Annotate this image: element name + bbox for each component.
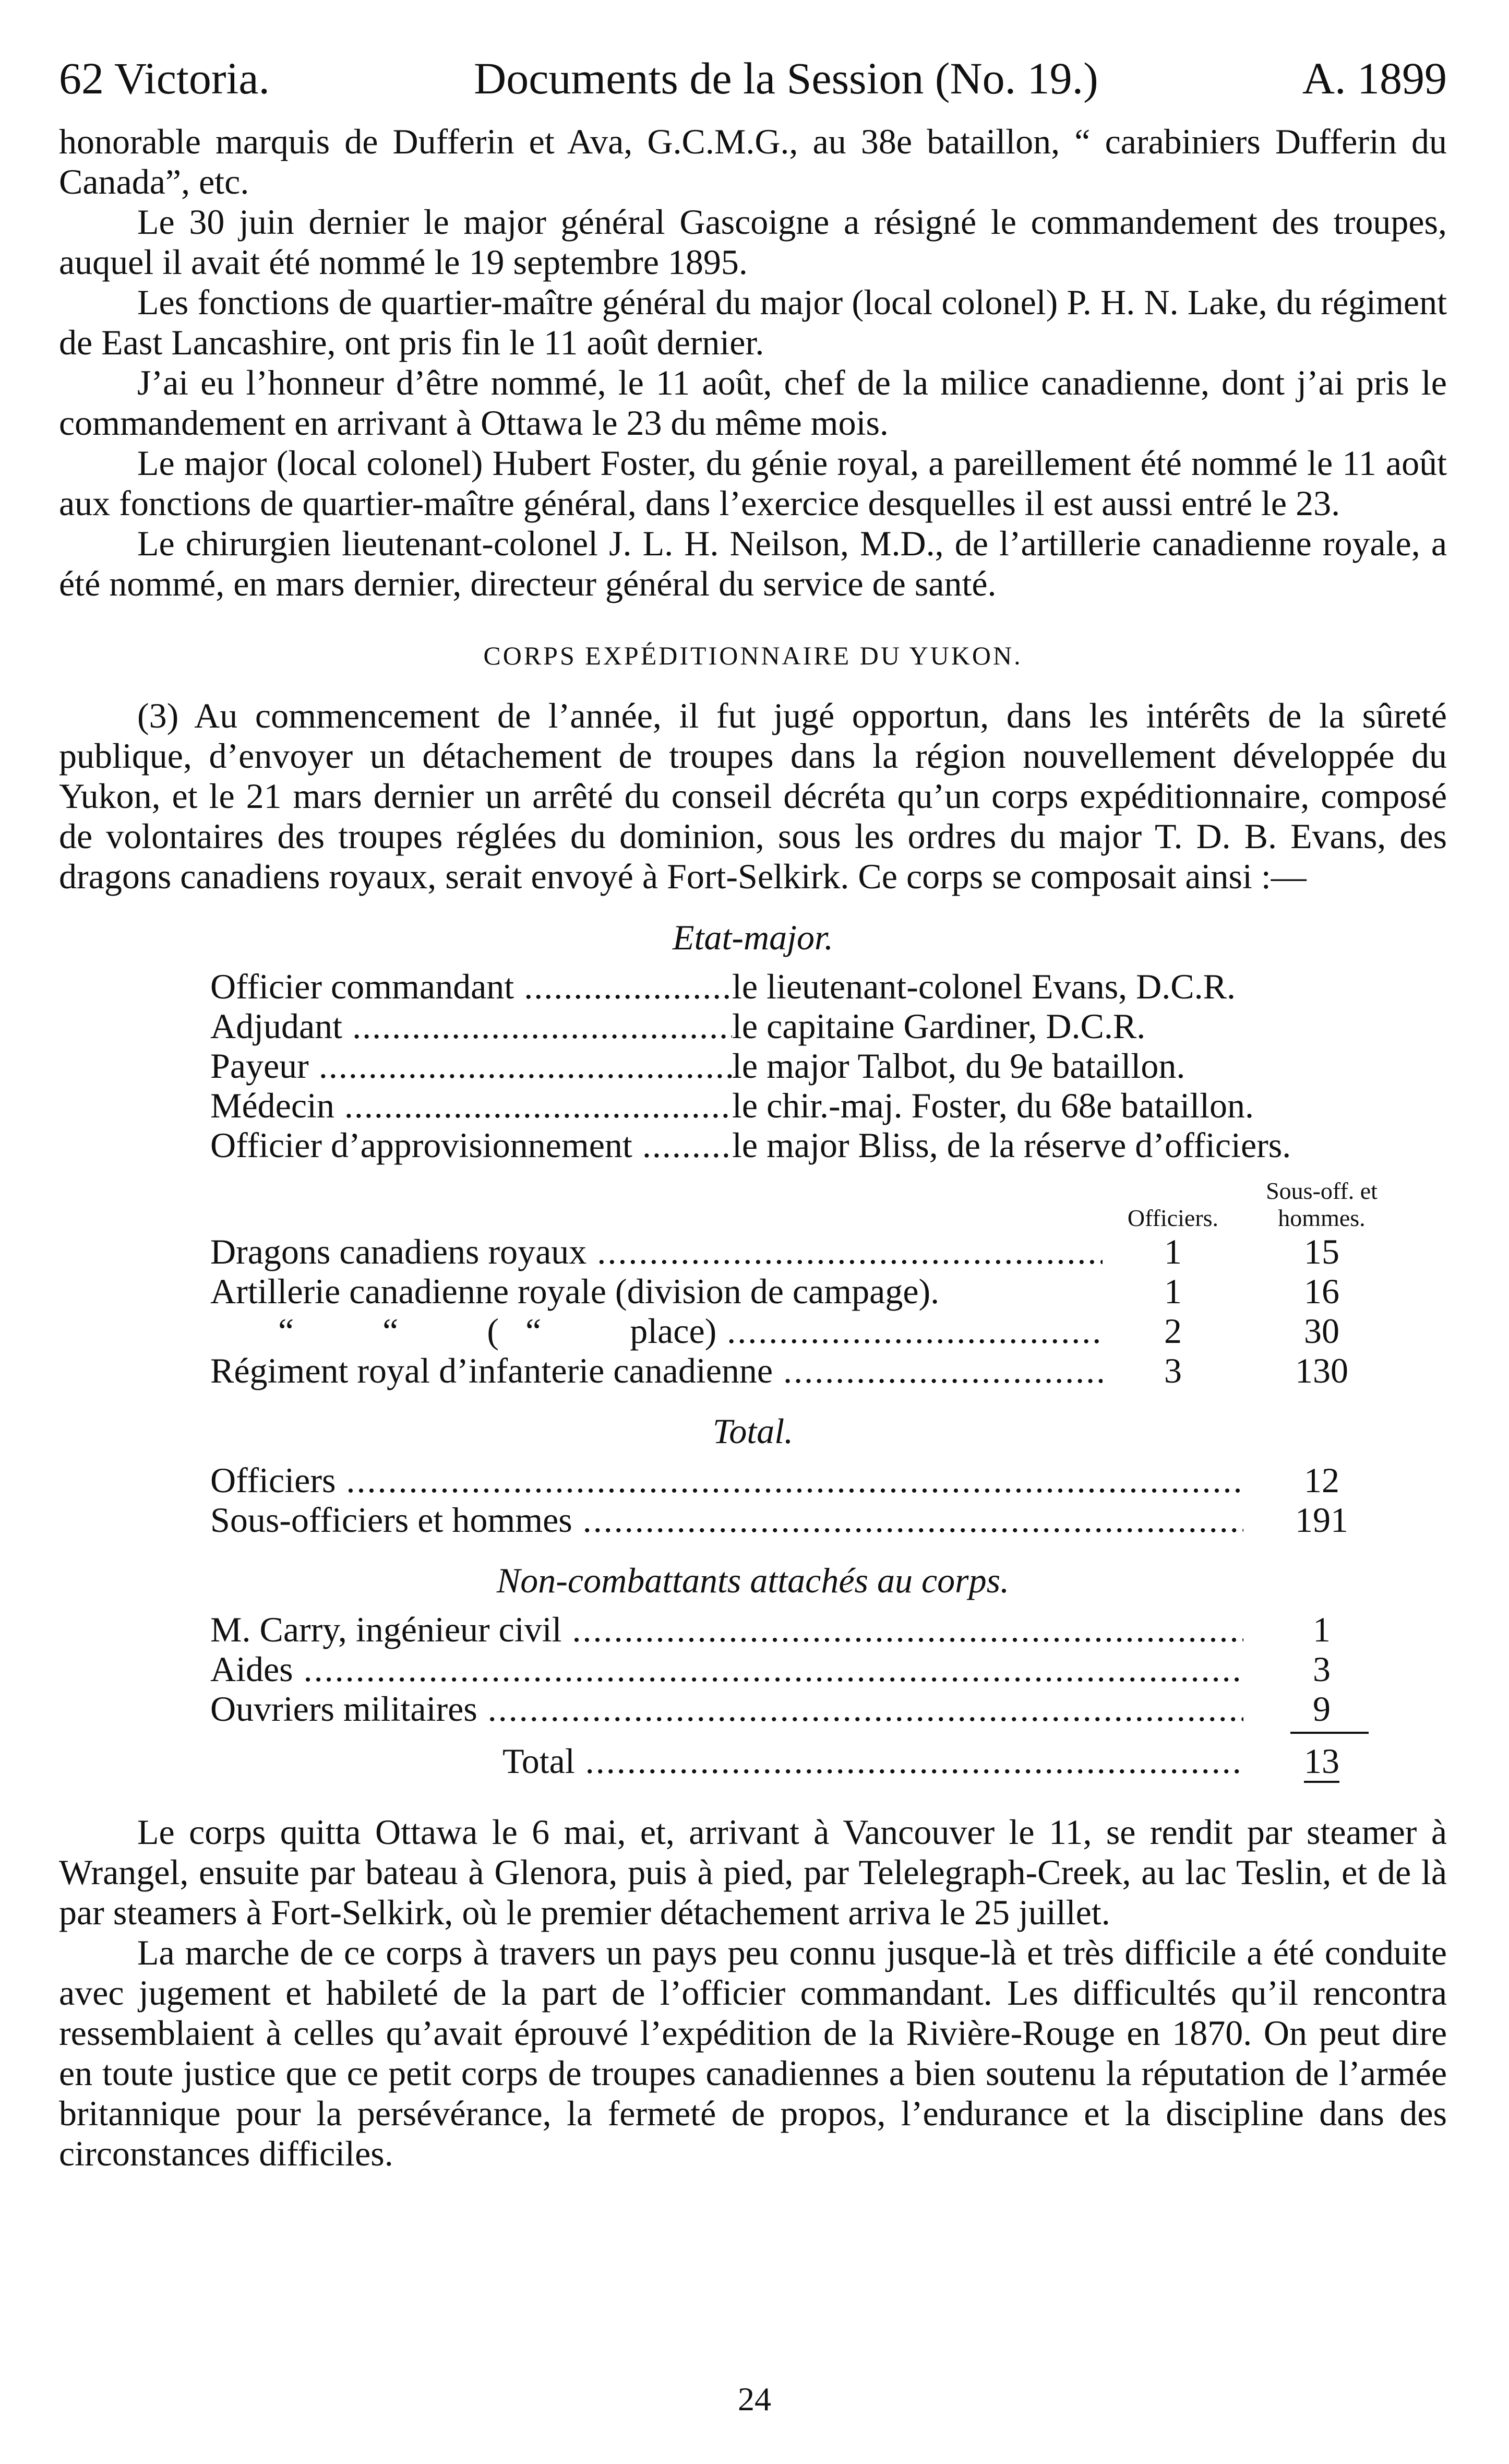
unit-label: Dragons canadiens royaux ..... xyxy=(210,1232,1103,1271)
paragraph-chef-milice: J’ai eu l’honneur d’être nommé, le 11 août, chef de la milice canadienne, dont j’ai pris le commandement en arrivant à Ottawa le 23 du même mois. xyxy=(59,363,1447,443)
non-combattant-label: Aides ..... xyxy=(210,1649,1243,1689)
non-combattant-total-value xyxy=(1243,1741,1400,1781)
header-center: Documents de la Session (No. 19.) xyxy=(474,53,1098,103)
unit-officers: 1 xyxy=(1164,1232,1182,1271)
non-combattant-value: 3 xyxy=(1313,1649,1331,1689)
staff-role: Officier d’approvisionnement ..... xyxy=(210,1125,732,1165)
paragraph-marche: La marche de ce corps à travers un pays peu connu jusque-là et très difficile a été conduite avec jugement et habileté de la part de l’officier commandant. Les difficultés qu’il rencontra ressemblaient à celles qu’avait éprouvé l’expédition de la Rivière-Rouge en 1870. On peut dire en toute justice que ce petit corps de troupes canadiennes a bien soutenu la réputation de l’armée britannique pour la persévérance, la fermeté de propos, l’endurance et la discipline dans des circonstances difficiles. xyxy=(59,1933,1447,2173)
paragraph-neilson: Le chirurgien lieutenant-colonel J. L. H. Neilson, M.D., de l’artillerie canadienne royale, a été nommé, en mars dernier, directeur général du service de santé. xyxy=(59,523,1447,603)
unit-label: “ “ ( “ place) ..... xyxy=(210,1311,1103,1351)
staff-person: le major Talbot, du 9e bataillon. xyxy=(732,1046,1185,1086)
col-men-header-line1: Sous-off. et xyxy=(1266,1177,1378,1204)
staff-row xyxy=(210,1125,1410,1165)
header-right: A. 1899 xyxy=(1302,53,1447,103)
table-row xyxy=(210,1689,1400,1729)
total-value: 12 xyxy=(1304,1460,1339,1500)
staff-row xyxy=(210,1006,1410,1046)
non-combattants-heading: Non-combattants attachés au corps. xyxy=(496,1561,1010,1600)
staff-role: Officier commandant ..... xyxy=(210,967,732,1006)
unit-men: 130 xyxy=(1295,1351,1348,1390)
unit-officers: 2 xyxy=(1164,1311,1182,1351)
unit-officers: 3 xyxy=(1164,1351,1182,1390)
unit-men: 15 xyxy=(1304,1232,1339,1271)
staff-person: le major Bliss, de la réserve d’officiers. xyxy=(732,1125,1291,1165)
table-row xyxy=(210,1311,1400,1351)
total-label: Sous-officiers et hommes ..... xyxy=(210,1500,1243,1540)
staff-role: Médecin ..... xyxy=(210,1086,732,1125)
header-left: 62 Victoria. xyxy=(59,53,270,103)
col-men-header xyxy=(1243,1177,1400,1232)
total-heading: Total. xyxy=(712,1411,794,1451)
document-page xyxy=(59,50,1447,2174)
non-combattant-total-number: 13 xyxy=(1304,1741,1339,1783)
table-row xyxy=(210,1610,1400,1649)
units-table-header xyxy=(210,1177,1400,1232)
staff-person: le lieutenant-colonel Evans, D.C.R. xyxy=(732,967,1236,1006)
staff-row xyxy=(210,1046,1410,1086)
unit-label: Régiment royal d’infanterie canadienne ..... xyxy=(210,1351,1103,1390)
total-value: 191 xyxy=(1295,1500,1348,1540)
unit-officers: 1 xyxy=(1164,1271,1182,1311)
col-officers-header: Officiers. xyxy=(1127,1205,1219,1231)
unit-men: 16 xyxy=(1304,1271,1339,1311)
table-row xyxy=(210,1232,1400,1271)
total-table xyxy=(210,1460,1400,1540)
table-row xyxy=(210,1351,1400,1390)
unit-men: 30 xyxy=(1304,1311,1339,1351)
units-table xyxy=(210,1177,1400,1390)
staff-row xyxy=(210,967,1410,1006)
paragraph-gascoigne: Le 30 juin dernier le major général Gascoigne a résigné le commandement des troupes, auquel il avait été nommé le 19 septembre 1895. xyxy=(59,202,1447,282)
table-row xyxy=(210,1649,1400,1689)
paragraph-route: Le corps quitta Ottawa le 6 mai, et, arrivant à Vancouver le 11, se rendit par steamer à Wrangel, ensuite par bateau à Glenora, puis à pied, par Telelegraph-Creek, au lac Teslin, et de là par steamers à Fort-Selkirk, où le premier détachement arriva le 25 juillet. xyxy=(59,1812,1447,1932)
paragraph-yukon-intro: (3) Au commencement de l’année, il fut jugé opportun, dans les intérêts de la sûreté publique, d’envoyer un détachement de troupes dans la région nouvellement développée du Yukon, et le 21 mars dernier un arrêté du conseil décréta qu’un corps expéditionnaire, composé de volontaires des troupes réglées du dominion, sous les ordres du major T. D. B. Evans, des dragons canadiens royaux, serait envoyé à Fort-Selkirk. Ce corps se composait ainsi :— xyxy=(59,696,1447,896)
page-number: 24 xyxy=(738,2380,771,2418)
staff-role: Adjudant ..... xyxy=(210,1006,732,1046)
section-heading: CORPS EXPÉDITIONNAIRE DU YUKON. xyxy=(483,641,1023,670)
non-combattant-label: Ouvriers militaires ..... xyxy=(210,1689,1243,1729)
non-combattant-label: M. Carry, ingénieur civil ..... xyxy=(210,1610,1243,1649)
non-combattants-table xyxy=(210,1610,1400,1781)
col-men-header-line2: hommes. xyxy=(1278,1205,1366,1231)
non-combattant-value: 9 xyxy=(1313,1689,1331,1729)
non-combattant-value: 1 xyxy=(1313,1610,1331,1649)
table-row xyxy=(210,1500,1400,1540)
paragraph-continuation: honorable marquis de Dufferin et Ava, G.C.M.G., au 38e bataillon, “ carabiniers Dufferin du Canada”, etc. xyxy=(59,122,1447,201)
running-header xyxy=(59,50,1447,107)
sum-rule xyxy=(1290,1732,1369,1734)
table-row xyxy=(210,1271,1400,1311)
unit-label: Artillerie canadienne royale (division de campage). xyxy=(210,1271,940,1311)
staff-role: Payeur ..... xyxy=(210,1046,732,1086)
non-combattant-total-label: Total ..... xyxy=(210,1741,1243,1781)
total-label: Officiers ..... xyxy=(210,1460,1243,1500)
staff-row xyxy=(210,1086,1410,1125)
paragraph-lake: Les fonctions de quartier-maître général du major (local colonel) P. H. N. Lake, du régiment de East Lancashire, ont pris fin le 11 août dernier. xyxy=(59,282,1447,362)
table-row xyxy=(210,1741,1400,1781)
table-row xyxy=(210,1460,1400,1500)
etat-major-heading: Etat-major. xyxy=(673,918,833,957)
staff-person: le capitaine Gardiner, D.C.R. xyxy=(732,1006,1146,1046)
paragraph-foster: Le major (local colonel) Hubert Foster, du génie royal, a pareillement été nommé le 11 août aux fonctions de quartier-maître général, dans l’exercice desquelles il est aussi entré le 23. xyxy=(59,443,1447,523)
etat-major-list xyxy=(210,967,1410,1165)
staff-person: le chir.-maj. Foster, du 68e bataillon. xyxy=(732,1086,1254,1125)
